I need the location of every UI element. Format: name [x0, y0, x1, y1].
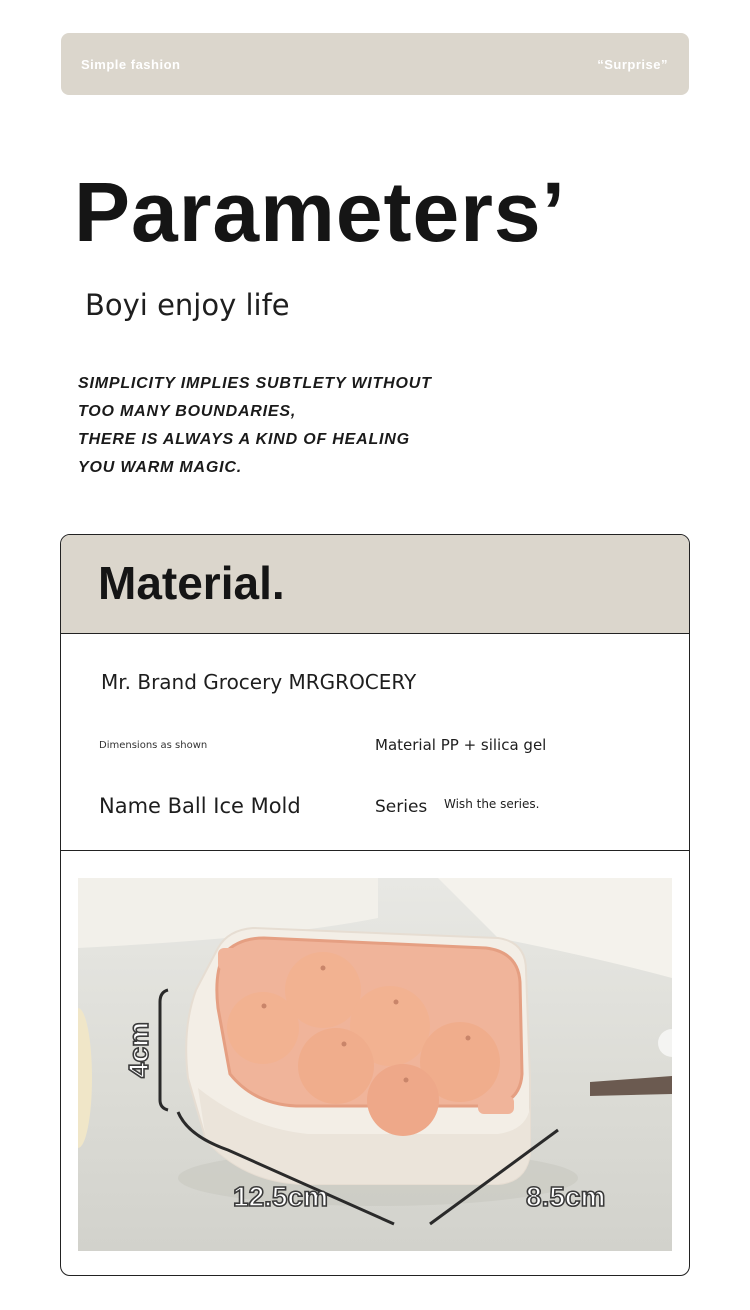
background-cup	[658, 1029, 672, 1057]
ice-ball	[298, 1028, 374, 1104]
series-label: Series	[375, 797, 428, 817]
length-label: 12.5cm	[233, 1181, 328, 1212]
banner-right-text: “Surprise”	[597, 56, 668, 72]
page-title: Parameters’	[74, 165, 566, 259]
ice-mold-illustration	[78, 878, 672, 1251]
fork-icon	[590, 1076, 672, 1096]
tray-handle-left	[218, 948, 250, 970]
height-dimension-line	[160, 990, 168, 1110]
height-label: 4cm	[123, 1021, 154, 1079]
background-dish	[78, 1008, 92, 1148]
width-label: 8.5cm	[526, 1181, 606, 1212]
product-photo	[78, 878, 672, 1251]
material-card	[60, 534, 690, 1276]
brand-text: Mr. Brand Grocery MRGROCERY	[101, 670, 417, 694]
top-banner	[61, 33, 689, 95]
ice-ball	[367, 1064, 439, 1136]
banner-left-text: Simple fashion	[81, 56, 181, 72]
product-name-text: Name Ball Ice Mold	[99, 794, 301, 818]
slogan-line: SIMPLICITY IMPLIES SUBTLETY WITHOUT	[78, 375, 432, 392]
slogan-line: TOO MANY BOUNDARIES,	[78, 403, 297, 420]
slogan-line: YOU WARM MAGIC.	[78, 459, 242, 476]
tray-handle-right	[478, 1096, 514, 1114]
slogan-block	[78, 370, 432, 482]
material-text: Material PP + silica gel	[375, 736, 547, 754]
material-title: Material.	[98, 557, 285, 609]
slogan-line: THERE IS ALWAYS A KIND OF HEALING	[78, 431, 410, 448]
page-subtitle: Boyi enjoy life	[85, 288, 290, 322]
material-card-header	[61, 535, 689, 634]
ice-ball	[227, 992, 299, 1064]
material-info	[61, 634, 689, 851]
series-value: Wish the series.	[444, 797, 540, 811]
dimensions-text: Dimensions as shown	[99, 740, 208, 751]
